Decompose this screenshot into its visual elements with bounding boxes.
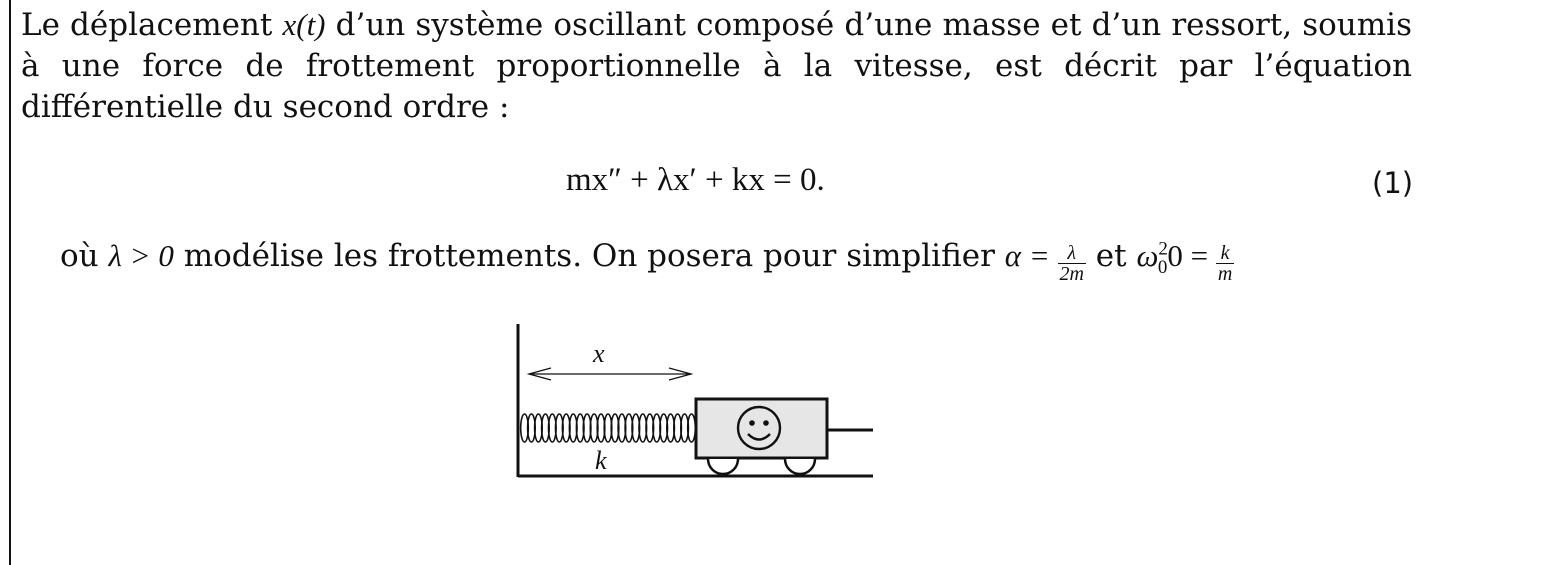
differential-equation: mx″ + λx′ + kx = 0. <box>566 162 825 198</box>
equation-number: (1) <box>1372 166 1414 200</box>
omega-symbol: ω <box>1136 238 1159 273</box>
left-margin-rule <box>9 0 11 565</box>
omega-scripts: $^2_0$ <box>1157 238 1168 279</box>
fraction-lambda-over-2m: $\frac{\lambda}{2m}$ <box>1059 242 1084 285</box>
lambda-condition: λ > 0 <box>108 238 174 273</box>
k-label: k <box>595 446 607 475</box>
fraction-k-over-m: $\frac{k}{m}$ <box>1217 242 1233 285</box>
displacement-symbol: x(t) <box>282 7 326 42</box>
definitions-line: où λ > 0 modélise les frottements. On posera pour simplifier α = $\frac{\lambda}{2m}$ et $\omega^2_00$ = $\frac{k}{m}$ <box>60 238 1233 285</box>
intro-paragraph <box>21 4 1412 128</box>
displacement-arrow <box>529 368 691 380</box>
intro-text-start: Le déplacement <box>21 7 283 43</box>
intro-text-rest: d’un système oscillant composé d’une masse et d’un ressort, soumis à une force de frottement proportionnelle à la vitesse, est décrit par l’équation différentielle du second ordre : <box>21 7 1412 125</box>
spring <box>521 414 696 442</box>
x-label: x <box>593 339 605 368</box>
wheels <box>708 459 815 474</box>
spring-mass-figure <box>515 322 877 482</box>
alpha-definition: α = <box>1004 238 1058 273</box>
